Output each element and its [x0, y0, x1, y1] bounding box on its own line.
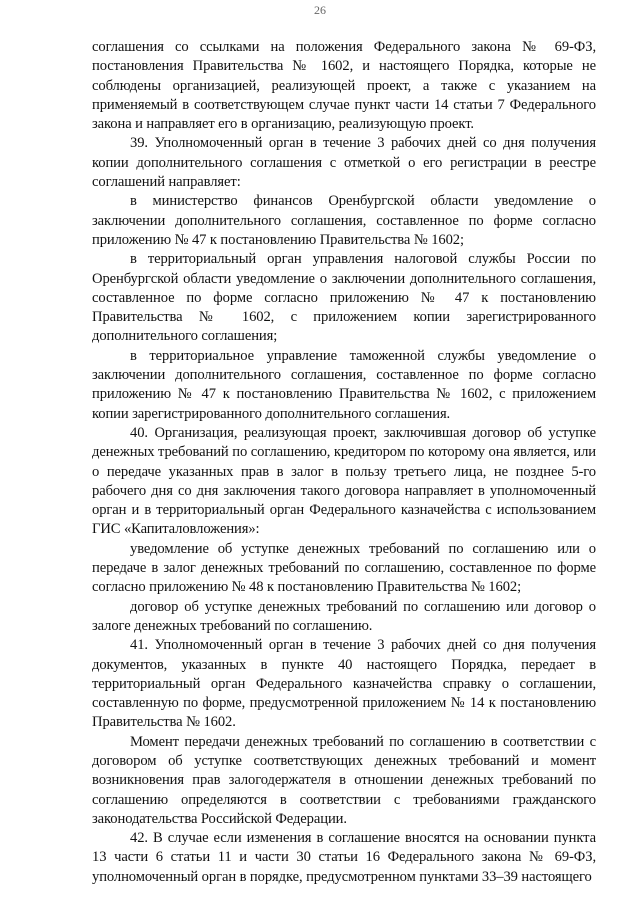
paragraph-40-item-contract: договор об уступке денежных требований по соглашению или договор о залоге денежных требований по соглашению.: [92, 598, 596, 634]
paragraph-41-note: Момент передачи денежных требований по соглашению в соответствии с договором об уступке соответствующих денежных требований и момент возникновения прав залогодержателя в отношении денежных требований по соглашению определяются в соответствии с требованиями гражданского законодательства Российской Федерации.: [92, 733, 596, 827]
paragraph-39-item-finance: в министерство финансов Оренбургской области уведомление о заключении дополнительного соглашения, составленное по форме согласно приложению № 47 к постановлению Правительства № 1602;: [92, 193, 596, 248]
paragraph-42: 42. В случае если изменения в соглашение вносятся на основании пункта 13 части 6 статьи 11 и части 30 статьи 16 Федерального закона № 69-ФЗ, уполномоченный орган в порядке, предусмотренном пунктами 33–39 настоящего: [92, 830, 596, 885]
document-body: [92, 38, 596, 887]
paragraph-40-item-notice: уведомление об уступке денежных требований по соглашению или о передаче в залог денежных требований по соглашению, составленное по форме согласно приложению № 48 к постановлению Правительства № 1602;: [92, 540, 596, 596]
paragraph-continuation: соглашения со ссылками на положения Федерального закона № 69-ФЗ, постановления Правительства № 1602, и настоящего Порядка, которые не соблюдены организацией, реализующей проект, а также с указанием на применяемый в соответствующем случае пункт части 14 статьи 7 Федерального закона и направляет его в организацию, реализующую проект.: [92, 39, 596, 133]
page-number: 26: [314, 3, 326, 17]
paragraph-41: 41. Уполномоченный орган в течение 3 рабочих дней со дня получения документов, указанных в пункте 40 настоящего Порядка, передает в территориальный орган Федерального казначейства справку о соглашении, составленную по форме, предусмотренной приложением № 14 к постановлению Правительства № 1602.: [92, 637, 596, 731]
paragraph-39: 39. Уполномоченный орган в течение 3 рабочих дней со дня получения копии дополнительного соглашения с отметкой о его регистрации в реестре соглашений направляет:: [92, 135, 596, 191]
paragraph-39-item-customs: в территориальное управление таможенной службы уведомление о заключении дополнительного соглашения, составленное по форме согласно приложению № 47 к постановлению Правительства № 1602, с приложением копии зарегистрированного дополнительного соглашения.: [92, 347, 596, 422]
paragraph-39-item-tax: в территориальный орган управления налоговой службы России по Оренбургской области уведомление о заключении дополнительного соглашения, составленное по форме согласно приложению № 47 к постановлению Правительства № 1602, с приложением копии зарегистрированного дополнительного соглашения;: [92, 251, 596, 345]
paragraph-40: 40. Организация, реализующая проект, заключившая договор об уступке денежных требований по соглашению, кредитором по которому она является, или о передаче указанных прав в залог в пользу третьего лица, не позднее 5-го рабочего дня со дня заключения такого договора направляет в уполномоченный орган и в территориальный орган Федерального казначейства с использованием ГИС «Капиталовложения»:: [92, 424, 596, 538]
